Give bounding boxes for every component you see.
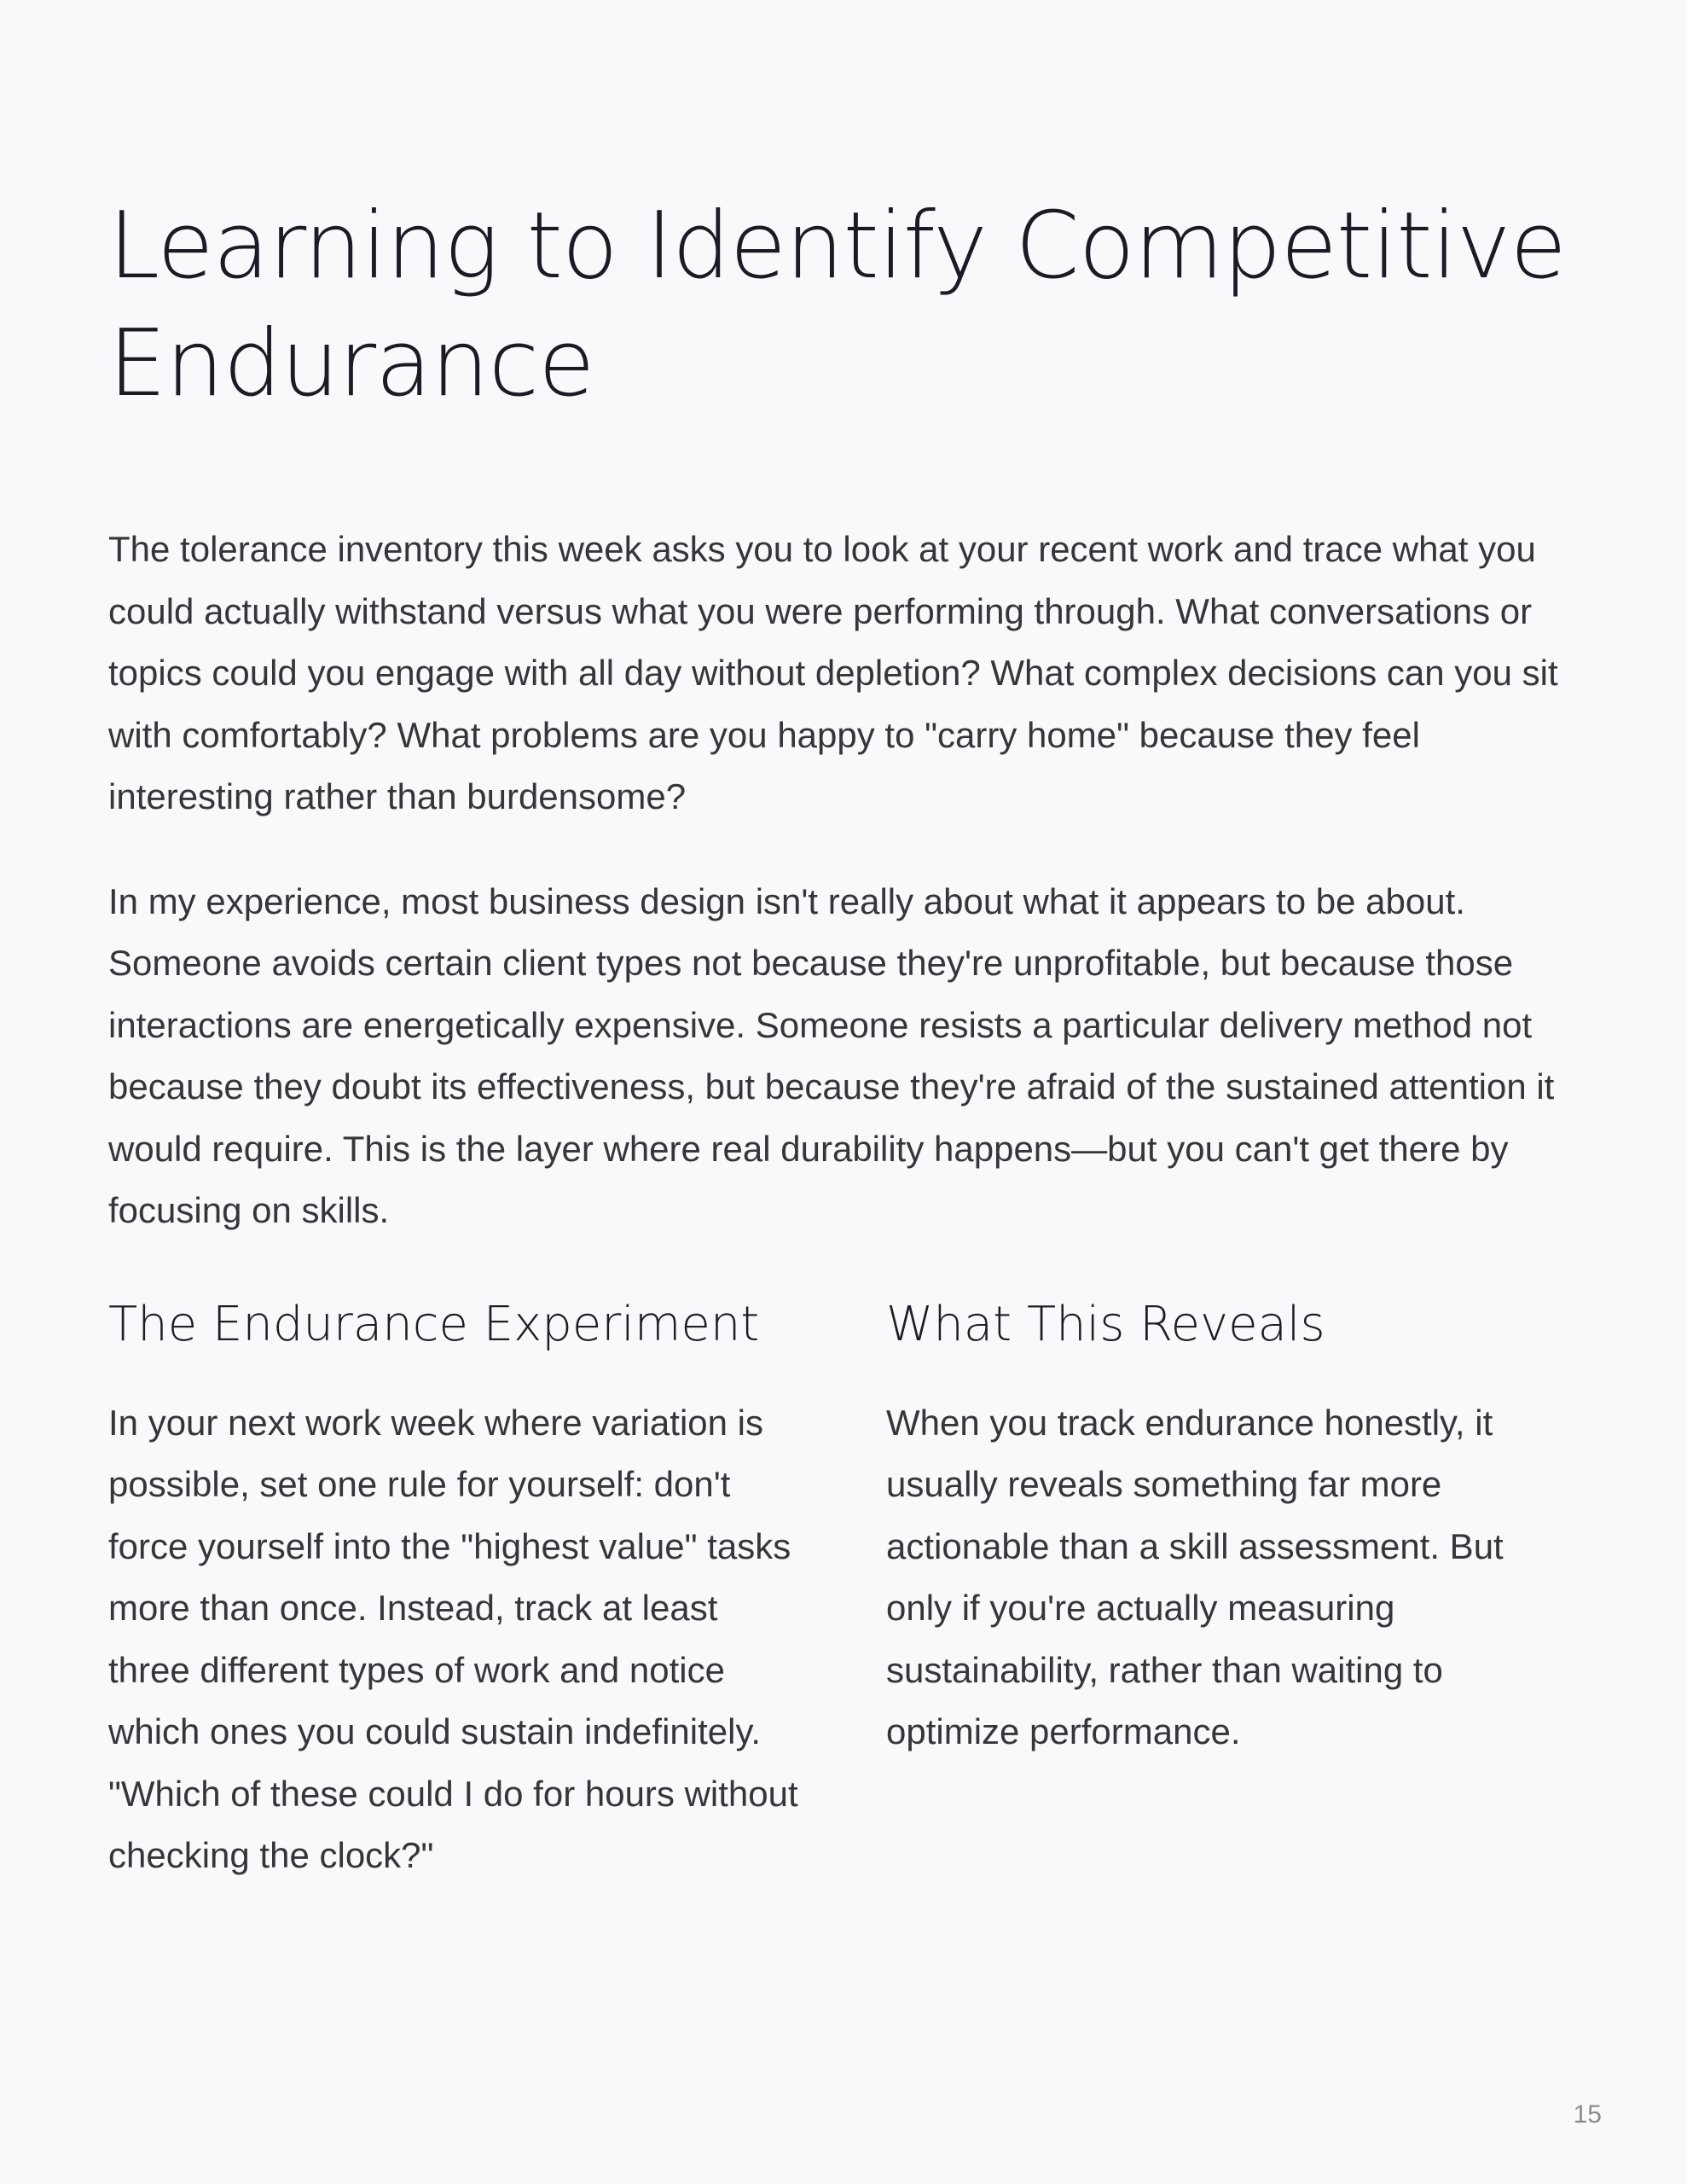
intro-paragraph-1: The tolerance inventory this week asks you to look at your recent work and trace what you could actually withstand versus what you were performing through. What conversations or topics could you engage with all day without depletion? What complex decisions can you sit with comfortably? What problems are you happy to "carry home" because they feel interesting rather than burdensome?: [108, 529, 1558, 816]
left-column-heading: The Endurance Experiment: [108, 1296, 760, 1352]
right-column-body: When you track endurance honestly, it usually reveals something far more actionable than a skill assessment. But only if you're actually measuring sustainability, rather than waiting to optimize performance.: [886, 1402, 1504, 1751]
document-page: [108, 188, 1579, 1887]
page-title: Learning to Identify Competitive Endurance: [108, 193, 1566, 417]
intro-paragraph-2: In my experience, most business design isn't really about what it appears to be about. Someone avoids certain client types not because they're unprofitable, but because those interactions are energetically expensive. Someone resists a particular delivery method not because they doubt its effectiveness, but because they're afraid of the sustained attention it would require. This is the layer where real durability happens—but you can't get there by focusing on skills.: [108, 880, 1555, 1230]
left-column-body: In your next work week where variation is possible, set one rule for yourself: don't force yourself into the "highest value" tasks more than once. Instead, track at least three different types of work and notice which ones you could sustain indefinitely. "Which of these could I do for hours without checking the clock?": [108, 1402, 798, 1875]
intro-section: [108, 519, 1579, 1242]
right-column-heading: What This Reveals: [886, 1296, 1325, 1352]
right-column: [886, 1295, 1579, 1887]
two-column-section: [108, 1295, 1579, 1887]
left-column: [108, 1295, 886, 1887]
page-number: 15: [1573, 2100, 1602, 2129]
